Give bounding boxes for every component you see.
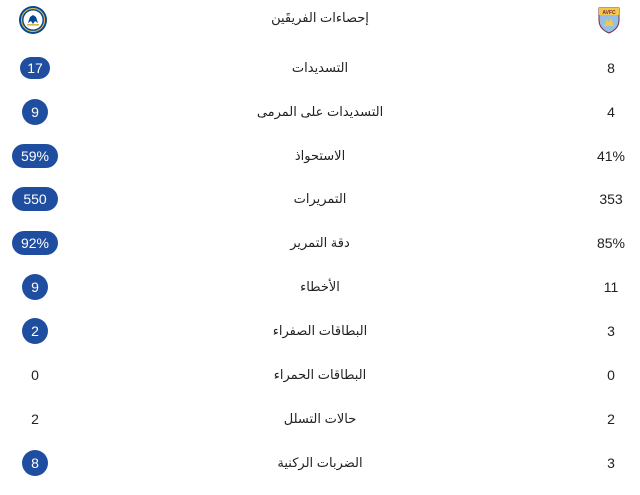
stat-row [0, 179, 640, 219]
stat-label: الضربات الركنية [277, 455, 363, 470]
home-value-cell [4, 355, 66, 395]
stat-row [0, 48, 640, 88]
away-value: 41% [596, 148, 626, 164]
stat-row [0, 355, 640, 395]
villa-crest-text: AVFC [602, 10, 616, 16]
home-value-badge: 9 [22, 274, 48, 300]
home-value-badge: 17 [20, 57, 50, 79]
home-value-cell [4, 48, 66, 88]
away-value: 353 [599, 191, 623, 207]
away-value: 8 [607, 60, 615, 76]
home-value-badge: 59% [12, 144, 58, 168]
away-value: 2 [607, 411, 615, 427]
home-value-cell [4, 311, 66, 351]
stat-label: حالات التسلل [283, 411, 357, 426]
stat-label: دقة التمرير [290, 235, 350, 250]
home-value-cell [4, 223, 66, 263]
home-value-cell [4, 267, 66, 307]
stat-label: الأخطاء [300, 279, 340, 294]
stats-header [0, 0, 640, 40]
stat-label: البطاقات الحمراء [273, 367, 367, 382]
away-value: 11 [603, 279, 619, 295]
home-value-cell [4, 399, 66, 439]
away-value: 85% [596, 235, 626, 251]
stat-label: البطاقات الصفراء [272, 323, 368, 338]
home-value-badge: 550 [12, 187, 58, 211]
home-value-badge: 92% [12, 231, 58, 255]
home-value-cell [4, 136, 66, 176]
aston-villa-crest-icon [594, 5, 624, 35]
stat-row [0, 223, 640, 263]
stat-label: الاستحواذ [294, 148, 346, 163]
stat-row [0, 136, 640, 176]
stat-label: التسديدات [291, 60, 349, 75]
stats-title: إحصاءات الفريقَين [271, 10, 369, 25]
home-value: 0 [31, 367, 39, 383]
stat-row [0, 311, 640, 351]
stat-row [0, 443, 640, 483]
away-value: 3 [607, 455, 615, 471]
stat-label: التسديدات على المرمى [256, 104, 384, 119]
stat-row [0, 399, 640, 439]
home-value-badge: 2 [22, 318, 48, 344]
home-value-cell [4, 92, 66, 132]
chelsea-crest-icon [18, 5, 48, 35]
home-value: 2 [31, 411, 39, 427]
home-value-cell [4, 179, 66, 219]
home-value-badge: 9 [22, 99, 48, 125]
stat-row [0, 92, 640, 132]
home-value-cell [4, 443, 66, 483]
home-value-badge: 8 [22, 450, 48, 476]
away-value: 0 [607, 367, 615, 383]
stat-label: التمريرات [293, 191, 347, 206]
stat-row [0, 267, 640, 307]
away-value: 4 [607, 104, 615, 120]
away-value: 3 [607, 323, 615, 339]
